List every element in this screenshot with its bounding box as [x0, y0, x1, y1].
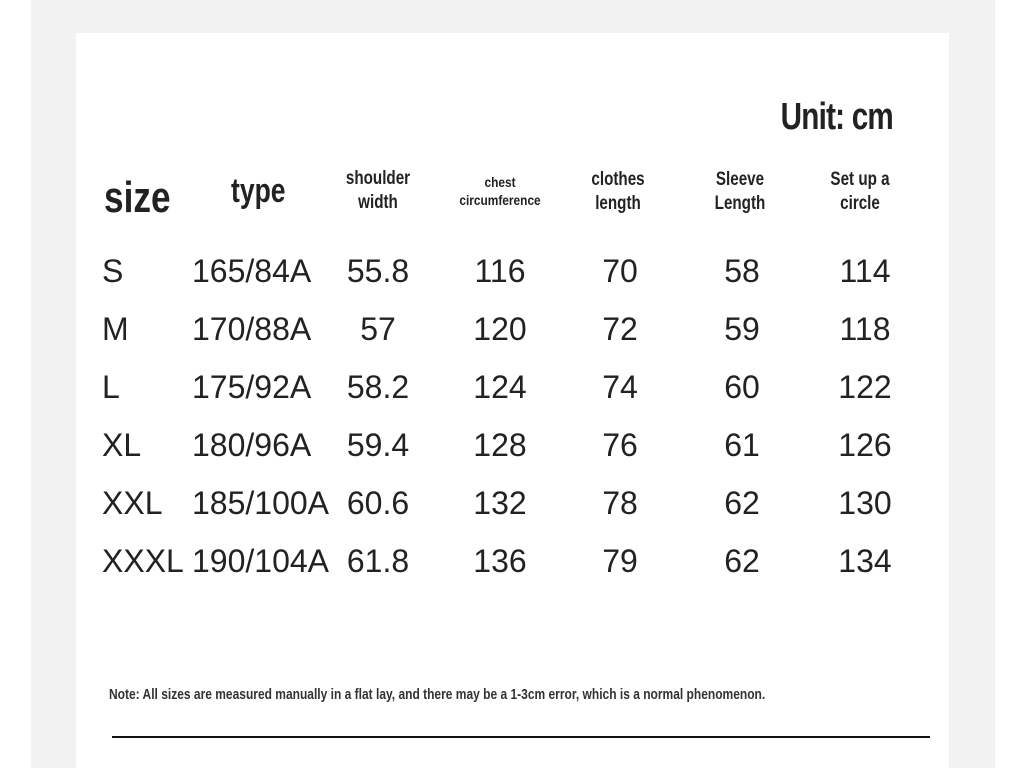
row-type: 175/92A [192, 369, 312, 405]
row-shoulder: 61.8 [346, 543, 410, 579]
row-chest: 132 [473, 485, 527, 521]
bottom-divider [112, 736, 930, 738]
header-sleeve-line2: Length [714, 192, 766, 214]
header-clothes-line1: clothes [591, 169, 645, 190]
row-chest: 136 [473, 543, 527, 579]
header-size: size [104, 173, 171, 222]
row-type: 190/104A [192, 543, 330, 579]
row-type: 170/88A [192, 311, 312, 347]
row-chest: 120 [473, 311, 527, 347]
header-type: type [231, 172, 286, 210]
header-circle-line2: circle [840, 192, 880, 214]
header-set-up-a-circle [822, 168, 899, 216]
row-circle: 130 [838, 485, 892, 521]
header-clothes-length [580, 168, 657, 216]
row-sleeve: 62 [724, 485, 760, 521]
row-type: 185/100A [192, 485, 330, 521]
header-chest-line1: chest [484, 174, 516, 190]
row-circle: 114 [839, 253, 891, 289]
row-shoulder: 57 [360, 311, 396, 347]
measurement-note: Note: All sizes are measured manually in a flat lay, and there may be a 1-3cm error, which is a normal phenomenon. [109, 686, 766, 703]
header-shoulder-width-line2: width [358, 191, 398, 213]
header-chest-line2: circumference [459, 191, 541, 208]
row-type: 165/84A [192, 253, 312, 289]
row-size: L [102, 369, 120, 405]
row-clothes: 74 [602, 369, 638, 405]
row-size: M [102, 311, 129, 347]
header-sleeve-length [702, 168, 779, 216]
row-circle: 126 [838, 427, 892, 463]
row-size: S [102, 253, 124, 289]
row-clothes: 76 [602, 427, 638, 463]
row-shoulder: 58.2 [346, 369, 410, 405]
row-circle: 134 [838, 543, 892, 579]
row-circle: 118 [839, 311, 891, 347]
header-sleeve-line1: Sleeve [715, 169, 765, 190]
row-clothes: 79 [602, 543, 638, 579]
row-sleeve: 58 [724, 253, 760, 289]
row-shoulder: 59.4 [346, 427, 410, 463]
row-clothes: 70 [602, 253, 638, 289]
row-shoulder: 55.8 [346, 253, 410, 289]
row-sleeve: 61 [724, 427, 760, 463]
header-shoulder-width-line1: shoulder [345, 168, 411, 189]
row-chest: 116 [474, 253, 526, 289]
row-sleeve: 60 [724, 369, 760, 405]
row-size: XL [102, 427, 142, 463]
row-chest: 128 [473, 427, 527, 463]
header-clothes-line2: length [595, 192, 641, 214]
row-size: XXL [102, 485, 163, 521]
header-chest-circumference [453, 174, 547, 209]
row-shoulder: 60.6 [346, 485, 410, 521]
row-sleeve: 62 [724, 543, 760, 579]
row-clothes: 78 [602, 485, 638, 521]
row-size: XXXL [102, 543, 184, 579]
unit-label: Unit: cm [780, 96, 893, 138]
row-sleeve: 59 [724, 311, 760, 347]
header-circle-line1: Set up a [830, 169, 890, 190]
row-type: 180/96A [192, 427, 312, 463]
header-shoulder-width [340, 167, 417, 215]
row-chest: 124 [473, 369, 527, 405]
row-clothes: 72 [602, 311, 638, 347]
row-circle: 122 [838, 369, 892, 405]
